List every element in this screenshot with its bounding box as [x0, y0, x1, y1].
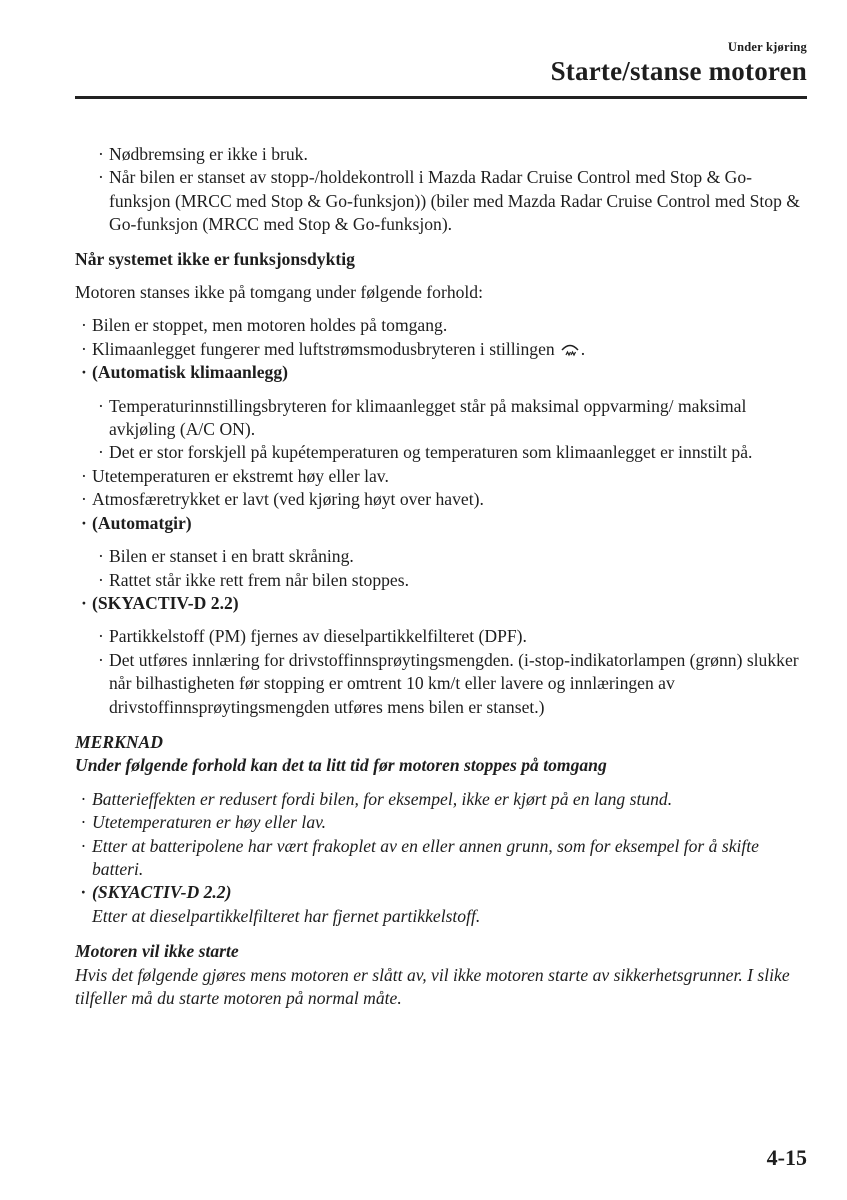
- section-heading: Når systemet ikke er funksjonsdyktig: [75, 248, 355, 269]
- list-item: · Nødbremsing er ikke i bruk.: [92, 143, 807, 166]
- header-divider: [75, 96, 807, 99]
- note-list: [75, 788, 807, 928]
- list-item: · Når bilen er stanset av stopp-/holdekontroll i Mazda Radar Cruise Control med Stop & Go-funksjon (MRCC med Stop & Go-funksjon)) (biler med Mazda Radar Cruise Control med Stop & Go-funksjon (MRCC med Stop & Go-funksjon).: [92, 166, 807, 236]
- note-subtitle: Under følgende forhold kan det ta litt tid før motoren stoppes på tomgang: [75, 755, 607, 776]
- conditions-list: [75, 314, 807, 719]
- list-item: · Temperaturinnstillingsbryteren for klimaanlegget står på maksimal oppvarming/ maksimal avkjøling (A/C ON).: [92, 395, 807, 442]
- page-title: Starte/stanse motoren: [550, 56, 807, 86]
- note-title: MERKNAD: [75, 731, 163, 752]
- intro-list: [92, 143, 807, 237]
- list-item: · Det utføres innlæring for drivstoffinnsprøytingsmengden. (i-stop-indikatorlampen (grønn) slukker når bilhastigheten før stopping er omtrent 10 km/t eller lavere og innlæringen av drivstoffinnsprøytingsmengden utføres mens bilen er stanset.): [92, 649, 807, 719]
- section-intro: Motoren stanses ikke på tomgang under følgende forhold:: [75, 282, 483, 303]
- defroster-icon: [559, 340, 581, 358]
- note-skyactiv-text: Etter at dieselpartikkelfilteret har fjernet partikkelstoff.: [92, 905, 481, 926]
- list-item: · Utetemperaturen er ekstremt høy eller lav.: [75, 465, 807, 488]
- document-body: [75, 143, 807, 1010]
- skyactiv-sublist: [92, 625, 807, 719]
- list-item: [75, 338, 807, 361]
- note-paragraph: Hvis det følgende gjøres mens motoren er slått av, vil ikke motoren starte av sikkerhetsgrunner. I slike tilfeller må du starte motoren på normal måte.: [75, 964, 790, 1008]
- list-item: · Rattet står ikke rett frem når bilen stoppes.: [92, 569, 807, 592]
- note-subheading: Motoren vil ikke starte: [75, 941, 239, 962]
- list-item: · Utetemperaturen er høy eller lav.: [75, 811, 807, 834]
- list-item-group-label: · (Automatisk klimaanlegg): [75, 361, 807, 384]
- climate-sublist: [92, 395, 807, 465]
- list-item: · Det er stor forskjell på kupétemperaturen og temperaturen som klimaanlegget er innstilt på.: [92, 441, 807, 464]
- list-item-group-label: · (SKYACTIV-D 2.2): [75, 592, 807, 615]
- list-item: · Atmosfæretrykket er lavt (ved kjøring høyt over havet).: [75, 488, 807, 511]
- page-number: 4-15: [766, 1145, 807, 1170]
- list-item: · Etter at batteripolene har vært frakoplet av en eller annen grunn, som for eksempel for å skifte batteri.: [75, 835, 807, 882]
- list-item: · Bilen er stoppet, men motoren holdes på tomgang.: [75, 314, 807, 337]
- list-item: · Batterieffekten er redusert fordi bilen, for eksempel, ikke er kjørt på en lang stund.: [75, 788, 807, 811]
- list-item-group-label: · (SKYACTIV-D 2.2): [75, 881, 807, 904]
- list-item-end: .: [580, 338, 586, 359]
- list-item-group-label: · (Automatgir): [75, 512, 807, 535]
- gear-sublist: [92, 545, 807, 592]
- list-item: · Bilen er stanset i en bratt skråning.: [92, 545, 807, 568]
- list-item: · Partikkelstoff (PM) fjernes av dieselpartikkelfilteret (DPF).: [92, 625, 807, 648]
- list-item-text: Klimaanlegget fungerer med luftstrømsmodusbryteren i stillingen: [92, 338, 555, 359]
- section-label: Under kjøring: [727, 40, 807, 54]
